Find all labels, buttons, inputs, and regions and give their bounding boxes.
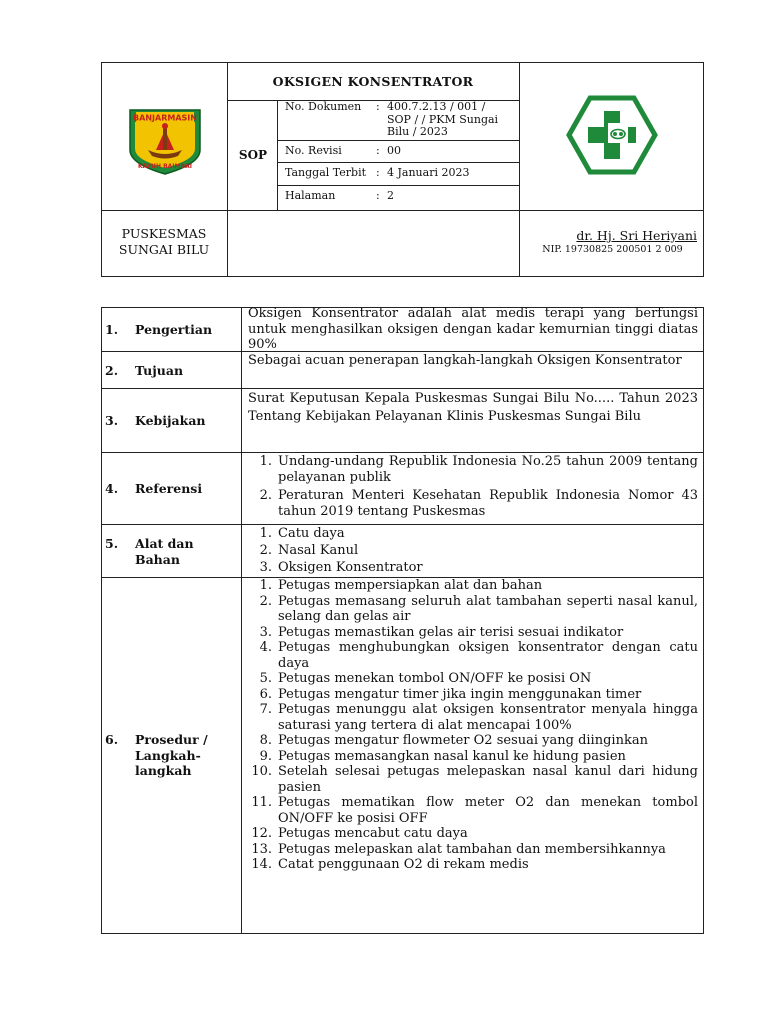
- revision-value: 00: [387, 144, 401, 157]
- header-divider: [101, 210, 704, 211]
- list-item: 9. Petugas memasangkan nasal kanul ke hidung pasien: [259, 748, 626, 764]
- puskesmas-logo: [566, 95, 658, 175]
- section-number: 5.: [105, 536, 119, 551]
- section-text-kebijakan: Surat Keputusan Kepala Puskesmas Sungai Bilu No..... Tahun 2023 Tentang Kebijakan Pelayanan Klinis Puskesmas Sungai Bilu: [248, 391, 698, 424]
- list-item: 8. Petugas mengatur flowmeter O2 sesuai yang diinginkan: [259, 733, 648, 748]
- issue-date-label: Tanggal Terbit: [285, 166, 367, 179]
- header-divider: [277, 140, 519, 141]
- section-number: 6.: [105, 732, 119, 747]
- list-item: 2. Peraturan Menteri Kesehatan Republik Indonesia Nomor 43 tahun 2019 tentang Puskesmas: [259, 488, 698, 519]
- list-item: 14. Catat penggunaan O2 di rekam medis: [251, 857, 529, 872]
- issue-date-sep: :: [376, 166, 380, 179]
- list-item: 4. Petugas menghubungkan oksigen konsentrator dengan catu daya: [259, 640, 698, 671]
- revision-sep: :: [376, 144, 380, 157]
- city-logo: [126, 106, 204, 176]
- reference-list: [244, 454, 698, 519]
- list-item: 3. Oksigen Konsentrator: [259, 560, 423, 575]
- section-label-kebijakan: Kebijakan: [135, 413, 206, 428]
- list-item: 7. Petugas menunggu alat oksigen konsentrator menyala hingga saturasi yang tertera di alat mencapai 100%: [259, 702, 698, 733]
- section-label-pengertian: Pengertian: [135, 322, 213, 337]
- section-number: 3.: [105, 413, 119, 428]
- section-number: 1.: [105, 322, 119, 337]
- section-label-referensi: Referensi: [135, 481, 203, 496]
- list-item: 5. Petugas menekan tombol ON/OFF ke posisi ON: [259, 671, 592, 686]
- revision-label: No. Revisi: [285, 144, 342, 157]
- section-number: 2.: [105, 363, 119, 378]
- list-item: 2. Petugas memasang seluruh alat tambahan seperti nasal kanul, selang dan gelas air: [259, 593, 698, 624]
- doc-number-label: No. Dokumen: [285, 100, 362, 113]
- list-item: 1. Undang-undang Republik Indonesia No.25 tahun 2009 tentang pelayanan publik: [259, 454, 698, 485]
- list-item: 10. Setelah selesai petugas melepaskan nasal kanul dari hidung pasien: [251, 764, 698, 795]
- signatory-nip: NIP. 19730825 200501 2 009: [542, 244, 683, 255]
- section-text-pengertian: Oksigen Konsentrator adalah alat medis terapi yang berfungsi untuk menghasilkan oksigen dengan kadar kemurnian tinggi diatas 90%: [248, 306, 698, 352]
- list-item: 6. Petugas mengatur timer jika ingin menggunakan timer: [259, 686, 642, 702]
- section-label-tujuan: Tujuan: [135, 363, 184, 378]
- section-label-prosedur: Prosedur / Langkah-langkah: [135, 732, 208, 778]
- organization-name: PUSKESMAS SUNGAI BILU: [118, 226, 210, 257]
- page-label: Halaman: [285, 189, 336, 202]
- sop-label: SOP: [238, 148, 268, 162]
- list-item: 2. Nasal Kanul: [259, 543, 359, 558]
- page-sep: :: [376, 189, 380, 202]
- page-value: 2: [387, 189, 394, 202]
- procedure-steps: [244, 578, 698, 873]
- section-number: 4.: [105, 481, 119, 496]
- list-item: 11. Petugas mematikan flow meter O2 dan menekan tombol ON/OFF ke posisi OFF: [251, 795, 698, 826]
- list-item: 1. Catu daya: [259, 526, 345, 541]
- column-divider: [241, 307, 242, 934]
- document-title: OKSIGEN KONSENTRATOR: [272, 74, 474, 89]
- header-divider: [227, 62, 228, 277]
- section-text-tujuan: Sebagai acuan penerapan langkah-langkah Oksigen Konsentrator: [248, 353, 682, 368]
- city-logo-title: BANJARMASIN: [133, 113, 197, 123]
- header-divider: [277, 162, 519, 163]
- header-divider: [519, 62, 520, 277]
- row-divider: [101, 388, 704, 389]
- list-item: 3. Petugas memastikan gelas air terisi sesuai indikator: [259, 624, 624, 640]
- signatory-name: dr. Hj. Sri Heriyani: [576, 228, 697, 243]
- list-item: 13. Petugas melepaskan alat tambahan dan membersihkannya: [251, 841, 666, 857]
- doc-number-value: 400.7.2.13 / 001 / SOP / / PKM Sungai Bilu / 2023: [387, 100, 499, 138]
- header-divider: [277, 100, 278, 210]
- city-logo-motto: KAYUH BAIMBAI: [138, 163, 192, 170]
- header-divider: [277, 185, 519, 186]
- list-item: 1. Petugas mempersiapkan alat dan bahan: [259, 578, 543, 593]
- doc-number-sep: :: [376, 100, 380, 113]
- row-divider: [101, 452, 704, 453]
- list-item: 12. Petugas mencabut catu daya: [251, 826, 468, 841]
- issue-date-value: 4 Januari 2023: [387, 166, 470, 179]
- equipment-list: [244, 525, 698, 576]
- section-label-alat-bahan: Alat dan Bahan: [135, 536, 194, 567]
